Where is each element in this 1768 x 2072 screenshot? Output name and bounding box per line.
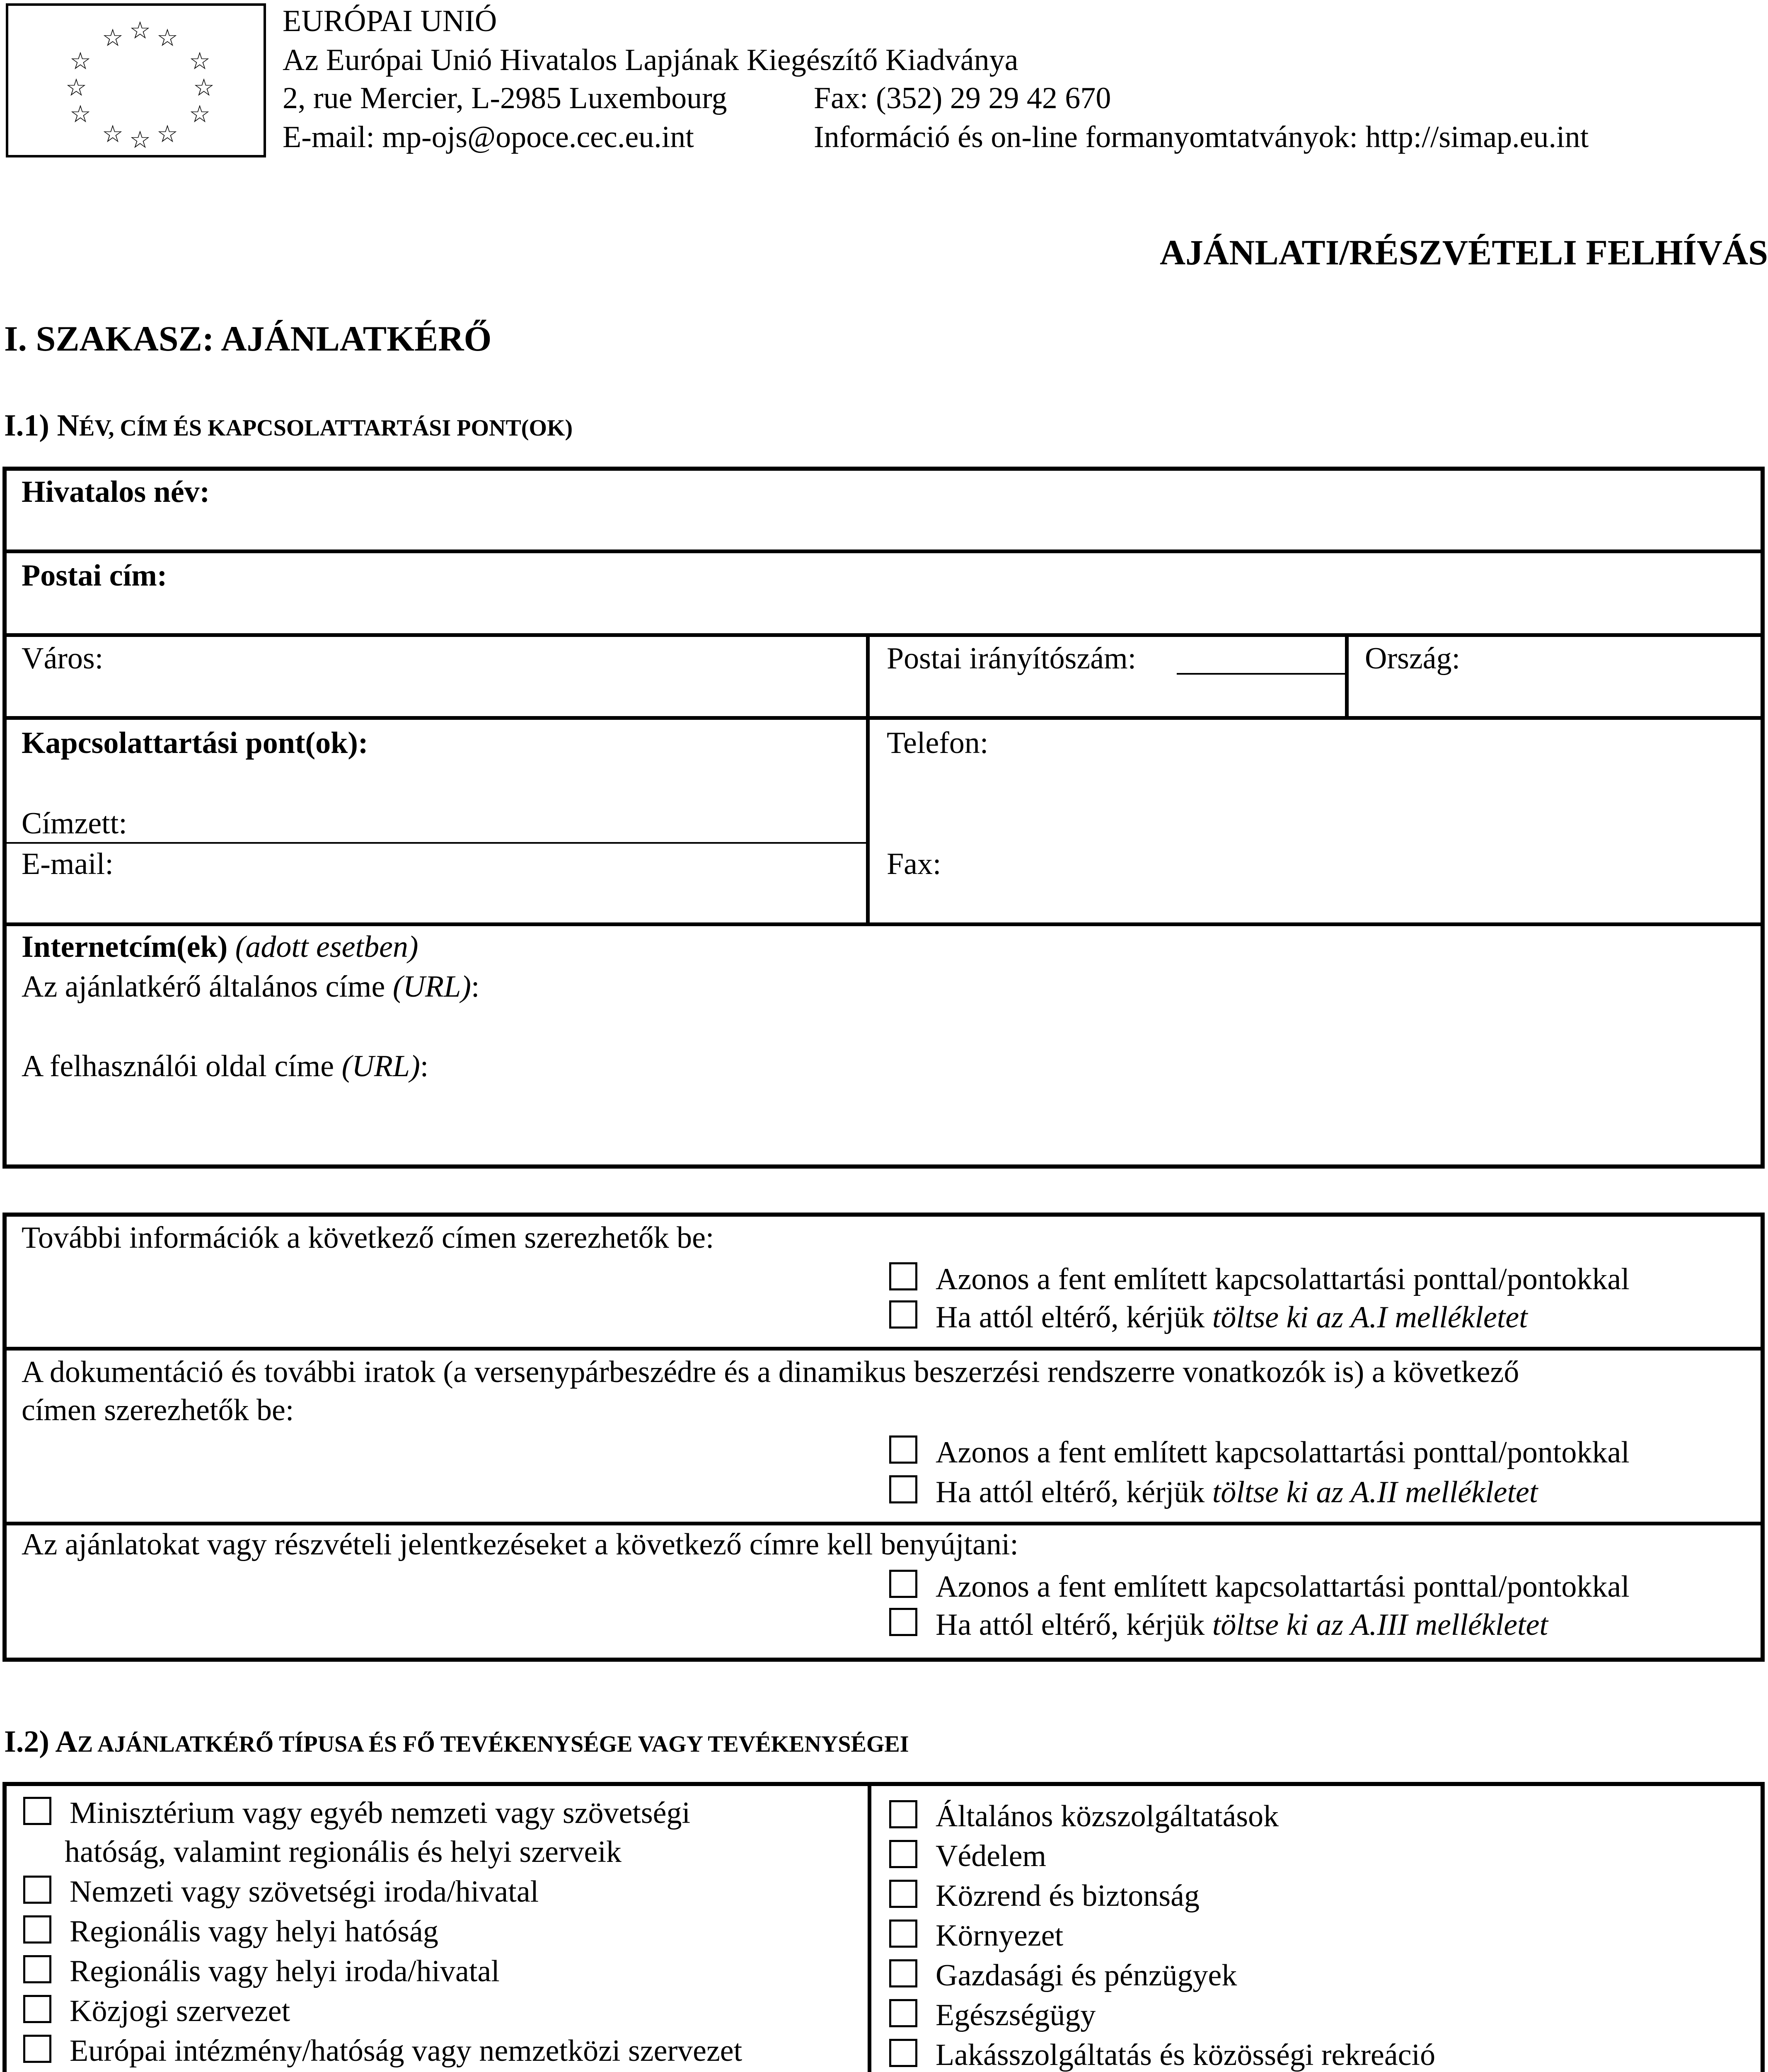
submit-same-checkbox[interactable] — [889, 1570, 917, 1598]
info-same-checkbox[interactable] — [889, 1262, 917, 1290]
star-icon: ☆ — [189, 100, 210, 128]
star-icon: ☆ — [129, 16, 151, 44]
docs-other-checkbox[interactable] — [889, 1475, 917, 1503]
submit-same-label: Azonos a fent említett kapcsolattartási ponttal/pontokkal — [936, 1570, 1630, 1604]
general-url-label: Az ajánlatkérő általános címe (URL): — [22, 970, 480, 1004]
divider — [866, 633, 870, 924]
type-regional-authority-label: Regionális vagy helyi hatóság — [70, 1915, 438, 1949]
divider — [2, 1522, 1765, 1525]
activity-housing-label: Lakásszolgáltatás és közösségi rekreáció — [936, 2038, 1436, 2072]
docs-other-label: Ha attól eltérő, kérjük töltse ki az A.II mellékletet — [936, 1475, 1538, 1509]
buyer-profile-label: A felhasználói oldal címe (URL): — [22, 1049, 429, 1083]
activity-economic-label: Gazdasági és pénzügyek — [936, 1958, 1237, 1992]
type-ministry-label: Minisztérium vagy egyéb nemzeti vagy szövetségi — [70, 1796, 691, 1830]
internet-label: Internetcím(ek) (adott esetben) — [22, 930, 418, 964]
docs-label-line1: A dokumentáció és további iratok (a versenypárbeszédre és a dinamikus beszerzési rendszerre vonatkozók is) a következő — [22, 1355, 1519, 1389]
divider — [2, 842, 868, 844]
divider — [2, 1347, 1765, 1351]
activity-public-order-label: Közrend és biztonság — [936, 1879, 1200, 1913]
phone-label: Telefon: — [887, 726, 989, 760]
docs-same-label: Azonos a fent említett kapcsolattartási ponttal/pontokkal — [936, 1435, 1630, 1469]
type-european-institution-label: Európai intézmény/hatóság vagy nemzetközi szervezet — [70, 2034, 743, 2068]
docs-label-line2: címen szerezhetők be: — [22, 1393, 294, 1427]
type-regional-authority-checkbox[interactable] — [23, 1915, 51, 1944]
star-icon: ☆ — [157, 120, 178, 148]
info-same-label: Azonos a fent említett kapcsolattartási ponttal/pontokkal — [936, 1262, 1630, 1296]
divider — [2, 633, 1765, 637]
header-publication: Az Európai Unió Hivatalos Lapjának Kiegészítő Kiadványa — [283, 43, 1018, 77]
star-icon: ☆ — [102, 24, 123, 52]
eu-flag-icon — [6, 3, 266, 157]
type-national-agency-checkbox[interactable] — [23, 1876, 51, 1904]
star-icon: ☆ — [189, 47, 210, 75]
type-public-law-body-label: Közjogi szervezet — [70, 1994, 290, 2028]
info-other-label: Ha attól eltérő, kérjük töltse ki az A.I mellékletet — [936, 1300, 1528, 1334]
star-icon: ☆ — [65, 73, 87, 102]
divider — [868, 1782, 871, 2072]
submit-other-label: Ha attól eltérő, kérjük töltse ki az A.III mellékletet — [936, 1608, 1548, 1642]
header-info: Információ és on-line formanyomtatványok: http://simap.eu.int — [814, 120, 1589, 154]
type-regional-agency-checkbox[interactable] — [23, 1955, 51, 1983]
section-heading-i2: I.2) AZ AJÁNLATKÉRŐ TÍPUSA ÉS FŐ TEVÉKENYSÉGE VAGY TEVÉKENYSÉGEI — [4, 1725, 909, 1759]
country-label: Ország: — [1365, 641, 1461, 675]
type-regional-agency-label: Regionális vagy helyi iroda/hivatal — [70, 1954, 500, 1988]
activity-health-checkbox[interactable] — [889, 1999, 917, 2027]
divider — [1345, 633, 1349, 718]
divider — [2, 549, 1765, 553]
activity-environment-checkbox[interactable] — [889, 1920, 917, 1948]
type-european-institution-checkbox[interactable] — [23, 2035, 51, 2063]
contact-points-label: Kapcsolattartási pont(ok): — [22, 726, 368, 760]
activity-defence-checkbox[interactable] — [889, 1840, 917, 1868]
star-icon: ☆ — [70, 100, 91, 128]
further-info-label: További információk a következő címen szerezhetők be: — [22, 1221, 714, 1255]
star-icon: ☆ — [157, 24, 178, 52]
activity-general-services-checkbox[interactable] — [889, 1800, 917, 1828]
info-other-checkbox[interactable] — [889, 1300, 917, 1329]
docs-same-checkbox[interactable] — [889, 1435, 917, 1464]
type-public-law-body-checkbox[interactable] — [23, 1995, 51, 2023]
postal-address-label: Postai cím: — [22, 559, 167, 593]
header-org: EURÓPAI UNIÓ — [283, 4, 497, 38]
activity-health-label: Egészségügy — [936, 1998, 1096, 2032]
activity-environment-label: Környezet — [936, 1919, 1064, 1953]
activity-defence-label: Védelem — [936, 1839, 1047, 1873]
attention-label: Címzett: — [22, 806, 127, 840]
activity-housing-checkbox[interactable] — [889, 2039, 917, 2067]
divider — [2, 922, 1765, 926]
form-title: AJÁNLATI/RÉSZVÉTELI FELHÍVÁS — [1160, 232, 1768, 272]
star-icon: ☆ — [70, 47, 91, 75]
star-icon: ☆ — [102, 120, 123, 148]
fax-label: Fax: — [887, 847, 941, 881]
header-email: E-mail: mp-ojs@opoce.cec.eu.int — [283, 120, 694, 154]
activity-economic-checkbox[interactable] — [889, 1959, 917, 1987]
star-icon: ☆ — [193, 73, 215, 102]
header-address: 2, rue Mercier, L-2985 Luxembourg — [283, 81, 727, 115]
type-ministry-label-cont: hatóság, valamint regionális és helyi szerveik — [65, 1835, 622, 1869]
type-national-agency-label: Nemzeti vagy szövetségi iroda/hivatal — [70, 1875, 539, 1909]
divider — [2, 716, 1765, 720]
header-fax: Fax: (352) 29 29 42 670 — [814, 81, 1111, 115]
type-ministry-checkbox[interactable] — [23, 1797, 51, 1825]
submit-label: Az ajánlatokat vagy részvételi jelentkezéseket a következő címre kell benyújtani: — [22, 1527, 1018, 1561]
section-title: I. SZAKASZ: AJÁNLATKÉRŐ — [4, 319, 492, 358]
activity-general-services-label: Általános közszolgáltatások — [936, 1799, 1279, 1833]
official-name-label: Hivatalos név: — [22, 475, 210, 509]
postal-code-field[interactable] — [1177, 673, 1345, 675]
postal-code-label: Postai irányítószám: — [887, 641, 1137, 675]
section-heading-i1: I.1) NÉV, CÍM ÉS KAPCSOLATTARTÁSI PONT(OK) — [4, 409, 573, 443]
star-icon: ☆ — [129, 126, 151, 154]
submit-other-checkbox[interactable] — [889, 1608, 917, 1636]
city-label: Város: — [22, 641, 104, 675]
email-label: E-mail: — [22, 847, 114, 881]
activity-public-order-checkbox[interactable] — [889, 1880, 917, 1908]
